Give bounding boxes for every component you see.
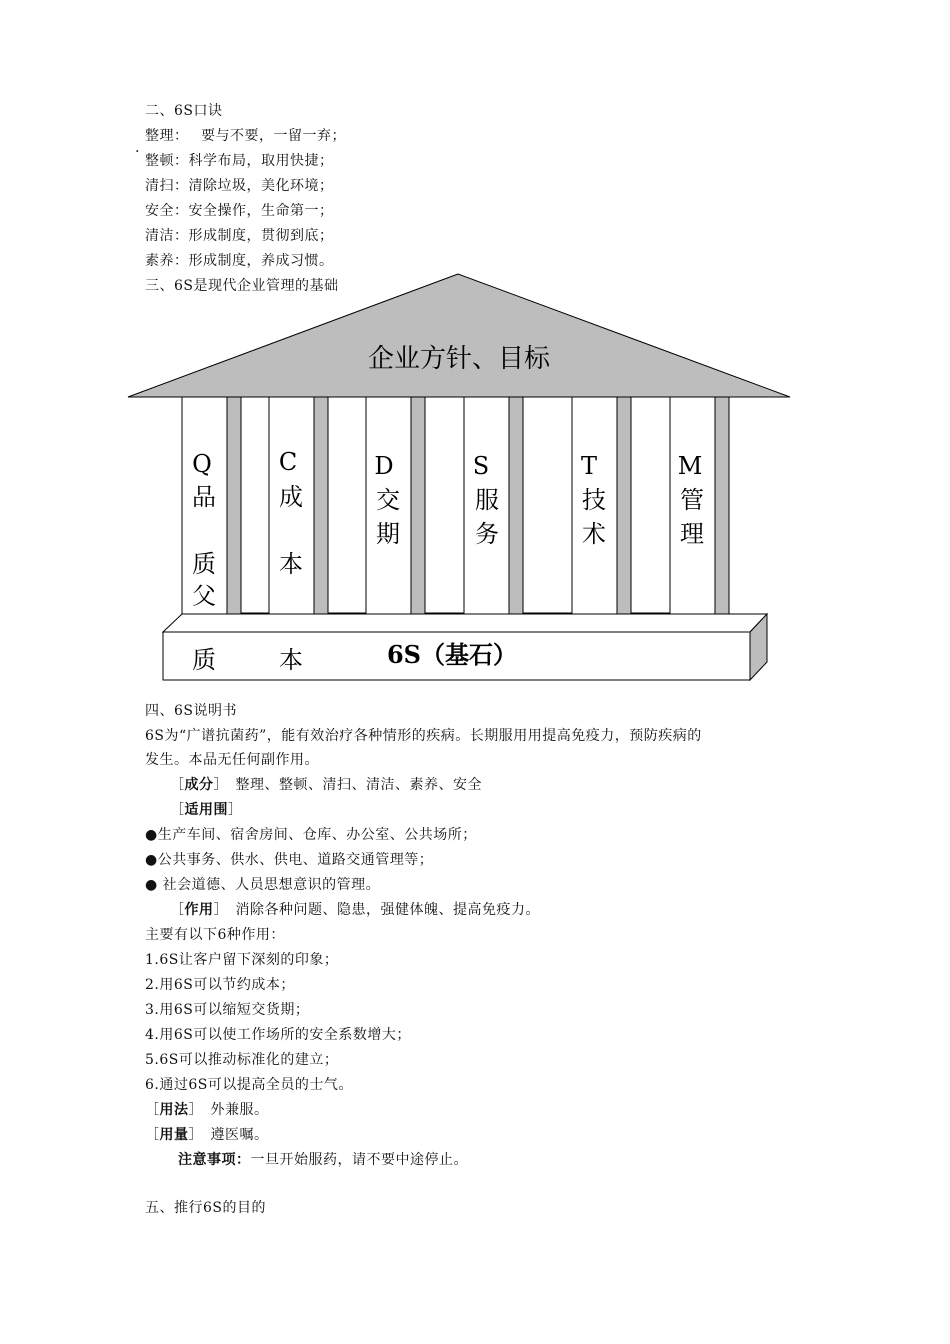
ingredients-line: ［成分］ 整理、整顿、清扫、清洁、素养、安全 [170,777,482,793]
section3-heading: 三、6S是现代企业管理的基础 [145,278,339,294]
pillar-t-letter: T [580,452,598,480]
roof-text: 企业方针、目标 [367,344,551,374]
dosage-label: 用量 [159,1127,189,1143]
intro-line-2: 发生。本品无任何副作用。 [145,752,319,768]
main-effect-2: 2.用6S可以节约成本； [145,977,295,993]
section5-heading: 五、推行6S的目的 [145,1200,266,1216]
mnemonic-line-4: 安全：安全操作，生命第一； [145,203,334,219]
caution-text: 一旦开始服药，请不要中途停止。 [250,1152,468,1168]
scope-item-2: ●公共事务、供水、供电、道路交通管理等； [145,852,434,868]
usage-line: ［用法］ 外兼服。 [145,1102,269,1118]
back-wall [182,397,714,613]
effect-text: 消除各种问题、隐患，强健体魄、提高免疫力。 [235,902,540,918]
scope-item-1: ●生产车间、宿舍房间、仓库、办公室、公共场所； [145,827,477,843]
pillar-t-char1: 技 [582,486,606,514]
base-char-1: 质 [192,646,216,674]
main-effect-1: 1.6S让客户留下深刻的印象； [145,952,339,968]
mnemonic-line-3: 清扫：清除垃圾，美化环境； [145,178,334,194]
ingredients-label: 成分 [184,777,214,793]
pillar-c-char1: 成 [279,483,303,511]
ingredients-text: 整理、整顿、清扫、清洁、素养、安全 [235,777,482,793]
pillar-s-char2: 务 [475,520,499,548]
stray-dot: . [135,140,140,156]
caution-line [178,1150,468,1170]
usage-label: 用法 [159,1102,189,1118]
pillar-c-char2: 本 [279,550,303,578]
mnemonic-line-6: 素养：形成制度，养成习惯。 [145,253,334,269]
mnemonic-line-2: 整顿：科学布局，取用快捷； [145,153,334,169]
pillar-q-char2: 质 [192,550,216,578]
pillar-s-letter: S [472,452,490,480]
pillar-m-char2: 理 [680,520,704,548]
main-effect-4: 4.用6S可以使工作场所的安全系数增大； [145,1027,411,1043]
intro-line-1: 6S为“广谱抗菌药”，能有效治疗各种情形的疾病。长期服用用提高免疫力，预防疾病的 [145,728,702,744]
pillar-t [572,397,631,632]
pillar-d-char1: 交 [376,486,400,514]
main-effect-6: 6.通过6S可以提高全员的士气。 [145,1077,353,1093]
scope-item-3: ● 社会道德、人员思想意识的管理。 [145,877,381,893]
roof [128,274,790,397]
pillar-m-char1: 管 [680,486,704,514]
effect-label: 作用 [184,902,214,918]
section2-heading: 二、6S口诀 [145,103,223,119]
mnemonic-line-1: 整理： 要与不要，一留一弃； [145,128,346,144]
main-effects-heading: 主要有以下6种作用： [145,927,285,943]
pillar-c [269,397,328,632]
pillar-q-char3: 父 [192,582,216,610]
main-effect-5: 5.6S可以推动标准化的建立； [145,1052,339,1068]
section4-heading: 四、6S说明书 [145,703,237,719]
mnemonic-line-5: 清洁：形成制度，贯彻到底； [145,228,334,244]
pillar-d [366,397,425,632]
scope-label: 适用围 [184,802,228,818]
base-top [163,614,767,632]
base-text: 6S（基石） [386,640,518,669]
caution-label: 注意事项： [178,1152,251,1168]
pillar-d-char2: 期 [376,520,400,548]
pillar-q-char1: 品 [192,483,216,511]
main-effect-3: 3.用6S可以缩短交货期； [145,1002,310,1018]
pillar-t-char2: 术 [582,520,606,548]
pillar-q-letter: Q [192,450,212,478]
pillar-m-letter: M [677,452,703,480]
dosage-line: ［用量］ 遵医嘱。 [145,1127,269,1143]
dosage-text: 遵医嘱。 [210,1127,269,1143]
pillar-d-letter: D [374,452,394,480]
pillar-s-char1: 服 [475,486,499,514]
pillar-s [464,397,523,632]
base-char-2: 本 [279,646,303,674]
pillar-c-letter: C [278,448,298,476]
pillar-m [670,397,729,632]
effect-line: ［作用］ 消除各种问题、隐患，强健体魄、提高免疫力。 [170,902,540,918]
scope-line: ［适用围］ [170,802,243,818]
usage-text: 外兼服。 [210,1102,269,1118]
